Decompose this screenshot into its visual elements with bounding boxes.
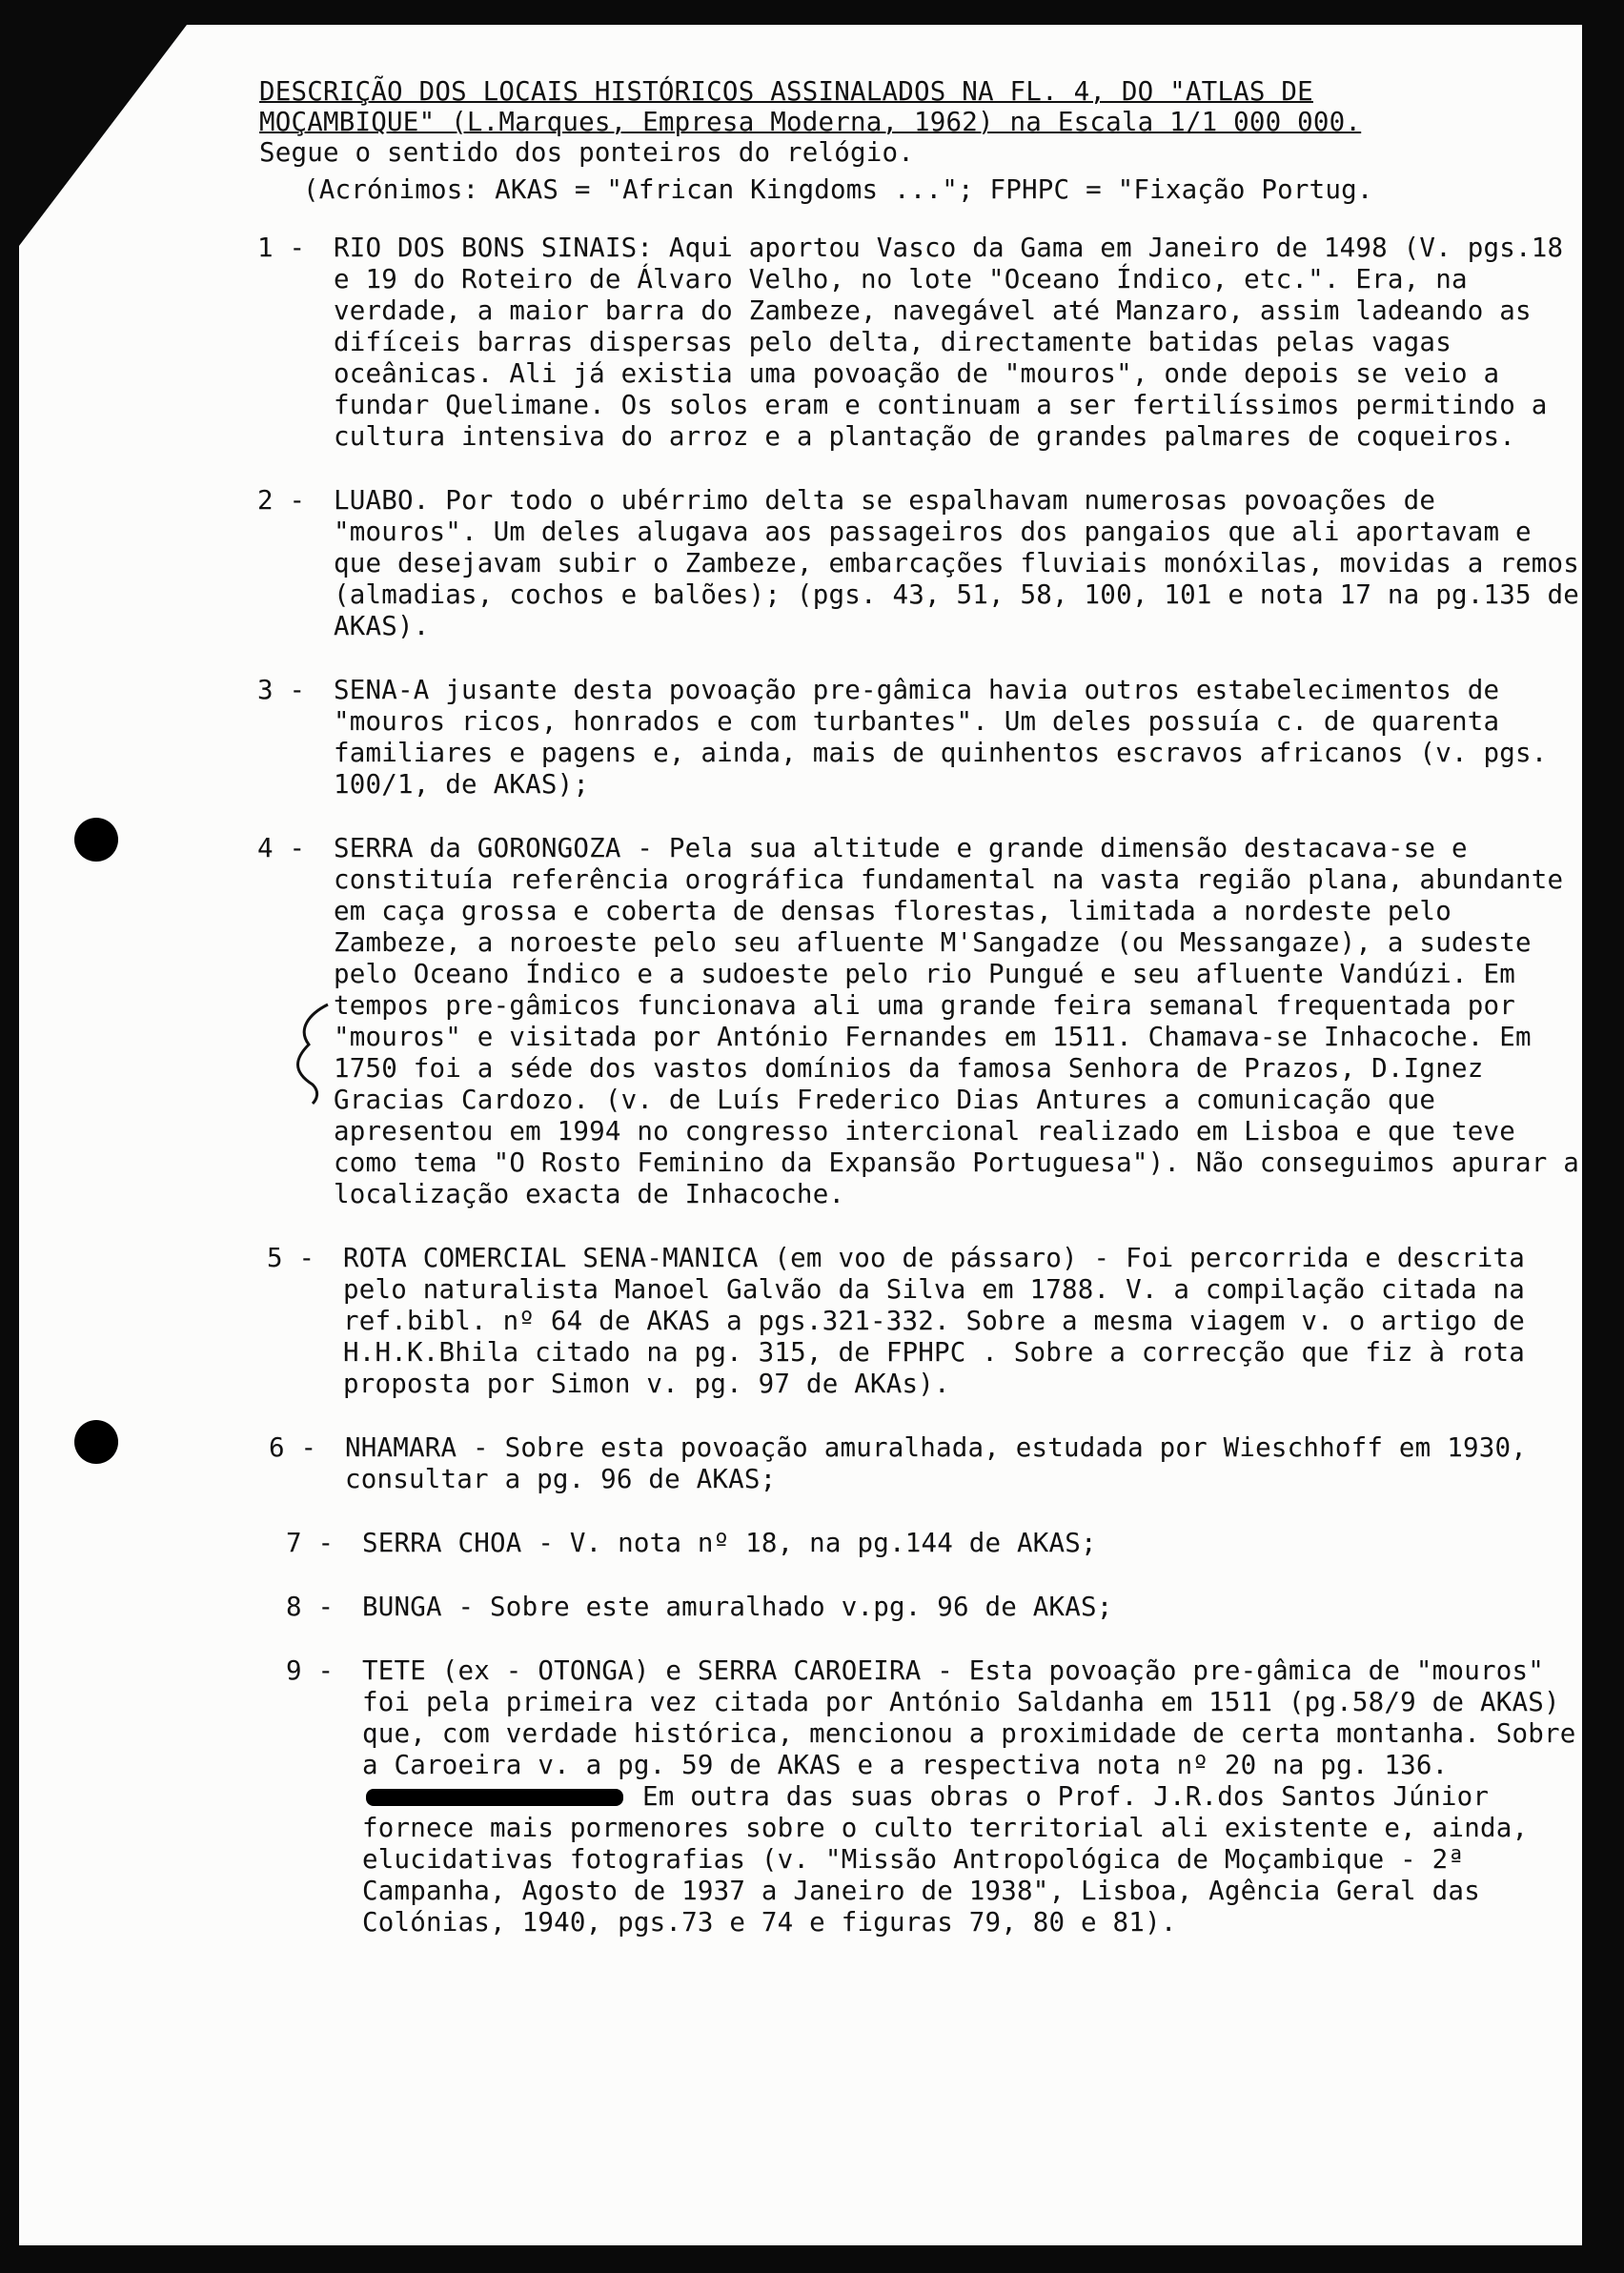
item-number: 3 - [257,675,306,705]
item-text-before-redaction: TETE (ex - OTONGA) e SERRA CAROEIRA - Esta povoação pre-gâmica de "mouros" foi pela primeira vez citada por António Saldanha em 1511 (pg.58/9 de AKAS) que, com verdade histórica, mencionou a proximidade de certa montanha. Sobre a Caroeira v. a pg. 59 de AKAS e a respectiva nota nº 20 na pg. 136. [362,1655,1576,1780]
item-text: LUABO. Por todo o ubérrimo delta se espalhavam numerosas povoações de "mouros". Um deles alugava aos passageiros dos pangaios que ali aportavam e que desejavam subir o Zambeze, embarcações fluviais monóxilas, movidas a remos (almadias, cochos e balões); (pgs. 43, 51, 58, 100, 101 e nota 17 na pg.135 de AKAS). [334,485,1579,641]
item-number: 5 - [267,1243,315,1273]
list-item [257,233,1584,453]
list-item [269,1432,1584,1495]
list-item [257,833,1584,1210]
list-item [286,1528,1584,1559]
item-number: 4 - [257,833,306,863]
list-item [267,1243,1584,1400]
item-text: RIO DOS BONS SINAIS: Aqui aportou Vasco da Gama em Janeiro de 1498 (V. pgs.18 e 19 do Roteiro de Álvaro Velho, no lote "Oceano Índico, etc.". Era, na verdade, a maior barra do Zambeze, navegável até Manzaro, assim ladeando as difíceis barras dispersas pelo delta, directamente batidas pelas vagas oceânicas. Ali já existia uma povoação de "mouros", onde depois se veio a fundar Quelimane. Os solos eram e continuam a ser fertilíssimos permitindo a cultura intensiva do arroz e a plantação de grandes palmares de coqueiros. [334,233,1564,452]
list-item [286,1592,1584,1623]
item-text: NHAMARA - Sobre esta povoação amuralhada, estudada por Wieschhoff em 1930, consultar a pg. 96 de AKAS; [345,1432,1527,1494]
item-number: 2 - [257,485,306,516]
list-item [257,485,1584,642]
document-title [259,76,1584,137]
punch-hole-lower [74,1420,118,1464]
item-number: 9 - [286,1655,335,1686]
item-number: 7 - [286,1528,335,1558]
item-text [362,1655,1584,1938]
item-text: SENA-A jusante desta povoação pre-gâmica havia outros estabelecimentos de "mouros ricos, honrados e com turbantes". Um deles possuía c. de quarenta familiares e pagens e, ainda, mais de quinhentos escravos africanos (v. pgs. 100/1, de AKAS); [334,675,1548,800]
historic-sites-list [257,233,1584,1938]
item-number: 1 - [257,233,306,263]
item-text-after-redaction: Em outra das suas obras o Prof. J.R.dos Santos Júnior fornece mais pormenores sobre o culto territorial ali existente e, ainda, elucidativas fotografias (v. "Missão Antropológica de Moçambique - 2ª Campanha, Agosto de 1937 a Janeiro de 1938", Lisboa, Agência Geral das Colónias, 1940, pgs.73 e 74 e figuras 79, 80 e 81). [362,1781,1529,1938]
item-text: SERRA CHOA - V. nota nº 18, na pg.144 de AKAS; [362,1528,1097,1558]
item-number: 6 - [269,1432,317,1463]
item-text: BUNGA - Sobre este amuralhado v.pg. 96 de AKAS; [362,1592,1113,1622]
acronyms-note: (Acrónimos: AKAS = "African Kingdoms ..."; FPHPC = "Fixação Portug. [303,174,1373,205]
redaction-bar [366,1789,623,1806]
item-text: ROTA COMERCIAL SENA-MANICA (em voo de pássaro) - Foi percorrida e descrita pelo naturalista Manoel Galvão da Silva em 1788. V. a compilação citada na ref.bibl. nº 64 de AKAS a pgs.321-332. Sobre a mesma viagem v. o artigo de H.H.K.Bhila citado na pg. 315, de FPHPC . Sobre a correcção que fiz à rota proposta por Simon v. pg. 97 de AKAs). [343,1243,1525,1399]
list-item [286,1655,1584,1938]
title-line-2: MOÇAMBIQUE" (L.Marques, Empresa Moderna, 1962) na Escala 1/1 000 000. [259,107,1362,137]
item-number: 8 - [286,1592,335,1622]
title-line-1: DESCRIÇÃO DOS LOCAIS HISTÓRICOS ASSINALADOS NA FL. 4, DO "ATLAS DE [259,76,1313,107]
document-subtitle: Segue o sentido dos ponteiros do relógio. [259,137,915,168]
punch-hole-upper [74,818,118,862]
item-text: SERRA da GORONGOZA - Pela sua altitude e grande dimensão destacava-se e constituía referência orográfica fundamental na vasta região plana, abundante em caça grossa e coberta de densas florestas, limitada a nordeste pelo Zambeze, a noroeste pelo seu afluente M'Sangadze (ou Messangaze), a sudeste pelo Oceano Índico e a sudoeste pelo rio Pungué e seu afluente Vandúzi. Em tempos pre-gâmicos funcionava ali uma grande feira semanal frequentada por "mouros" e visitada por António Fernandes em 1511. Chamava-se Inhacoche. Em 1750 foi a séde dos vastos domínios da famosa Senhora de Prazos, D.Ignez Gracias Cardozo. (v. de Luís Frederico Dias Antures a comunicação que apresentou em 1994 no congresso intercional realizado em Lisboa e que teve como tema "O Rosto Feminino da Expansão Portuguesa"). Não conseguimos apurar a localização exacta de Inhacoche. [334,833,1579,1209]
document-page [259,76,1584,1971]
list-item [257,675,1584,801]
